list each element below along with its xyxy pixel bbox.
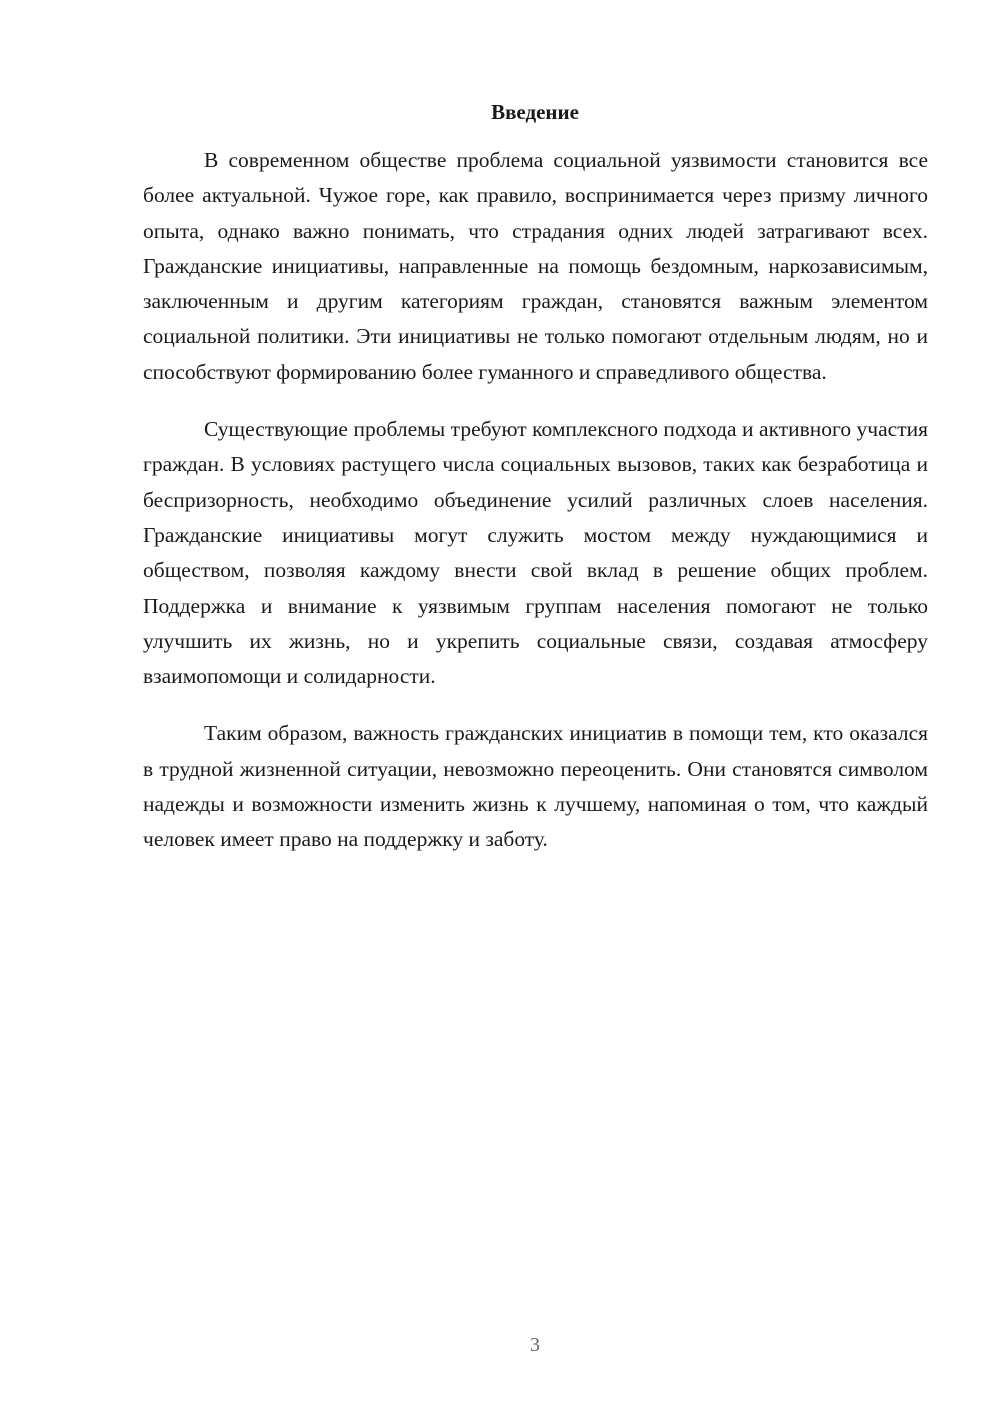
section-heading: Введение — [491, 100, 579, 124]
body-text — [143, 143, 928, 880]
page-number: 3 — [530, 1334, 540, 1356]
paragraph-2: Существующие проблемы требуют комплексного подхода и активного участия граждан. В условиях растущего числа социальных вызовов, таких как безработица и беспризорность, необходимо объединение усилий различных слоев населения. Гражданские инициативы могут служить мостом между нуждающимися и обществом, позволяя каждому внести свой вклад в решение общих проблем. Поддержка и внимание к уязвимым группам населения помогают не только улучшить их жизнь, но и укрепить социальные связи, создавая атмосферу взаимопомощи и солидарности. — [143, 417, 928, 689]
paragraph-1: В современном обществе проблема социальной уязвимости становится все более актуальной. Чужое горе, как правило, воспринимается через призму личного опыта, однако важно понимать, что страдания одних людей затрагивают всех. Гражданские инициативы, направленные на помощь бездомным, наркозависимым, заключенным и другим категориям граждан, становятся важным элементом социальной политики. Эти инициативы не только помогают отдельным людям, но и способствуют формированию более гуманного и справедливого общества. — [143, 148, 928, 384]
paragraph-3: Таким образом, важность гражданских инициатив в помощи тем, кто оказался в трудной жизненной ситуации, невозможно переоценить. Они становятся символом надежды и возможности изменить жизнь к лучшему, напоминая о том, что каждый человек имеет право на поддержку и заботу. — [143, 721, 928, 852]
